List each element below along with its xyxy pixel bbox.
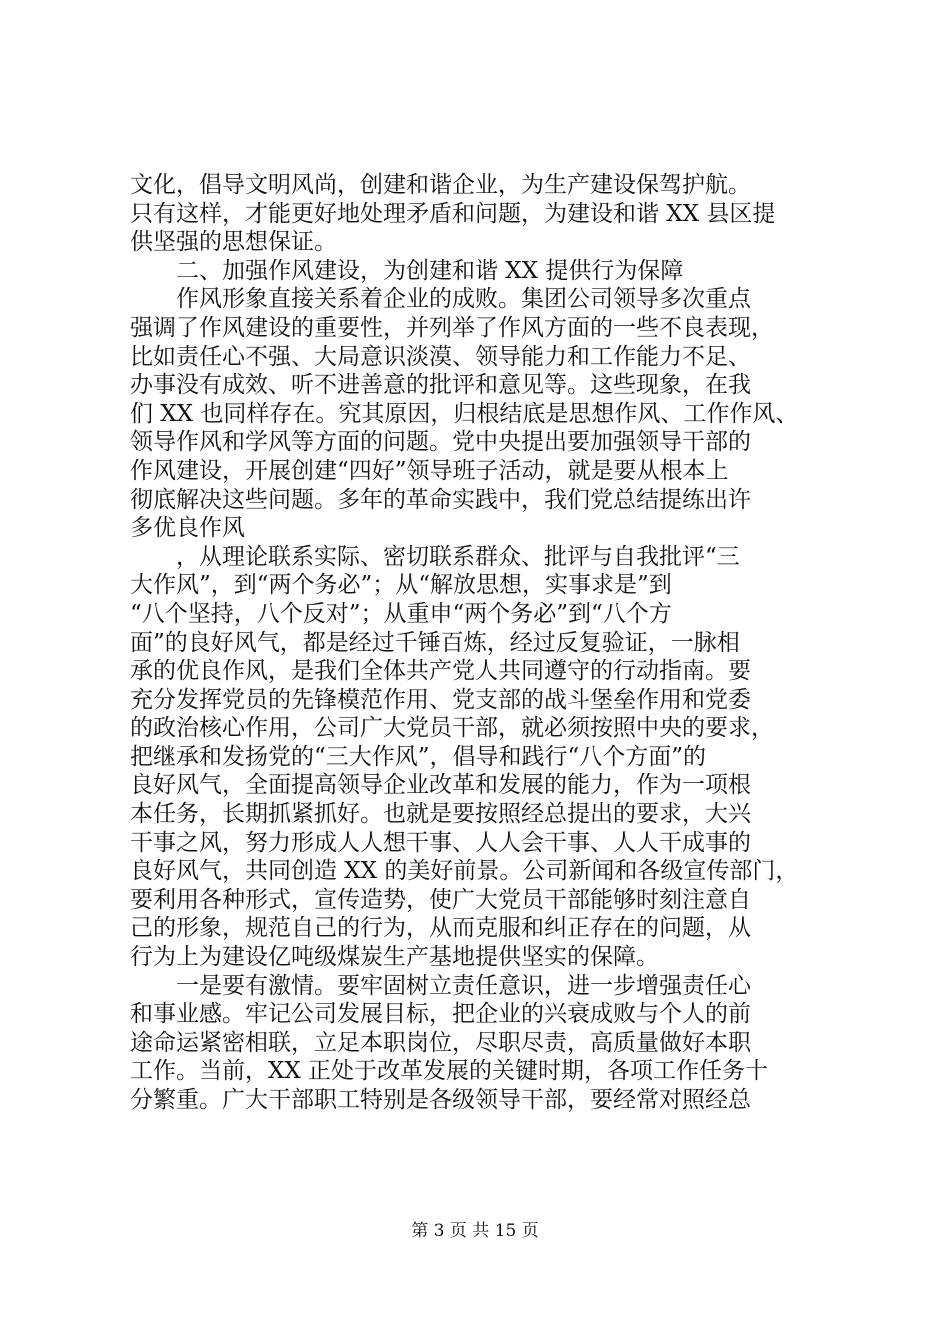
text-line: 办事没有成效、听不进善意的批评和意见等。这些现象，在我 (130, 372, 751, 399)
text-line: 二、加强作风建设，为创建和谐 XX 提供行为保障 (176, 257, 684, 284)
text-line: 领导作风和学风等方面的问题。党中央提出要加强领导干部的 (130, 429, 751, 456)
text-line: 面”的良好风气，都是经过千锤百炼，经过反复验证，一脉相 (130, 629, 740, 656)
text-line: 良好风气，共同创造 XX 的美好前景。公司新闻和各级宣传部门， (130, 858, 799, 885)
text-line: 比如责任心不强、大局意识淡漠、领导能力和工作能力不足、 (130, 343, 751, 370)
text-line: 供坚强的思想保证。 (130, 229, 337, 256)
text-line: 良好风气，全面提高领导企业改革和发展的能力，作为一项根 (130, 772, 751, 799)
text-line: 彻底解决这些问题。多年的革命实践中，我们党总结提练出许 (130, 486, 751, 513)
text-line: 把继承和发扬党的“三大作风”，倡导和践行“八个方面”的 (130, 743, 707, 770)
text-line: 一是要有激情。要牢固树立责任意识，进一步增强责任心 (176, 972, 751, 999)
text-line: 多优良作风 (130, 515, 245, 542)
text-line: 充分发挥党员的先锋模范作用、党支部的战斗堡垒作用和党委 (130, 686, 751, 713)
text-line: 作风建设，开展创建“四好”领导班子活动，就是要从根本上 (130, 457, 729, 484)
page-footer: 第 3 页 共 15 页 (411, 1221, 539, 1241)
text-line: 和事业感。牢记公司发展目标，把企业的兴衰成败与个人的前 (130, 1001, 751, 1028)
text-line: 作风形象直接关系着企业的成败。集团公司领导多次重点 (176, 286, 751, 313)
text-line: 分繁重。广大干部职工特别是各级领导干部，要经常对照经总 (130, 1087, 751, 1113)
text-line: 的政治核心作用，公司广大党员干部，就必须按照中央的要求， (130, 715, 774, 742)
text-line: 己的形象，规范自己的行为，从而克服和纠正存在的问题，从 (130, 915, 751, 942)
text-line: “八个坚持，八个反对”；从重申“两个务必”到“八个方 (130, 600, 672, 627)
text-line: 本任务，长期抓紧抓好。也就是要按照经总提出的要求，大兴 (130, 801, 751, 828)
text-line: 大作风”，到“两个务必”；从“解放思想，实事求是”到 (130, 572, 672, 599)
text-line: ，从理论联系实际、密切联系群众、批评与自我批评“三 (176, 543, 740, 570)
text-line: 承的优良作风，是我们全体共产党人共同遵守的行动指南。要 (130, 658, 751, 685)
text-line: 要利用各种形式，宣传造势，使广大党员干部能够时刻注意自 (130, 886, 751, 913)
document-body (130, 171, 835, 1115)
text-line: 工作。当前，XX 正处于改革发展的关键时期，各项工作任务十 (130, 1058, 769, 1085)
text-line: 行为上为建设亿吨级煤炭生产基地提供坚实的保障。 (130, 944, 659, 971)
text-line: 只有这样，才能更好地处理矛盾和问题，为建设和谐 XX 县区提 (130, 200, 776, 227)
text-line: 途命运紧密相联，立足本职岗位，尽职尽责，高质量做好本职 (130, 1029, 751, 1056)
text-line: 文化，倡导文明风尚，创建和谐企业，为生产建设保驾护航。 (130, 172, 751, 198)
text-line: 强调了作风建设的重要性，并列举了作风方面的一些不良表现， (130, 314, 774, 341)
text-line: 们 XX 也同样存在。究其原因，归根结底是思想作风、工作作风、 (130, 400, 799, 427)
text-line: 干事之风，努力形成人人想干事、人人会干事、人人干成事的 (130, 829, 751, 856)
